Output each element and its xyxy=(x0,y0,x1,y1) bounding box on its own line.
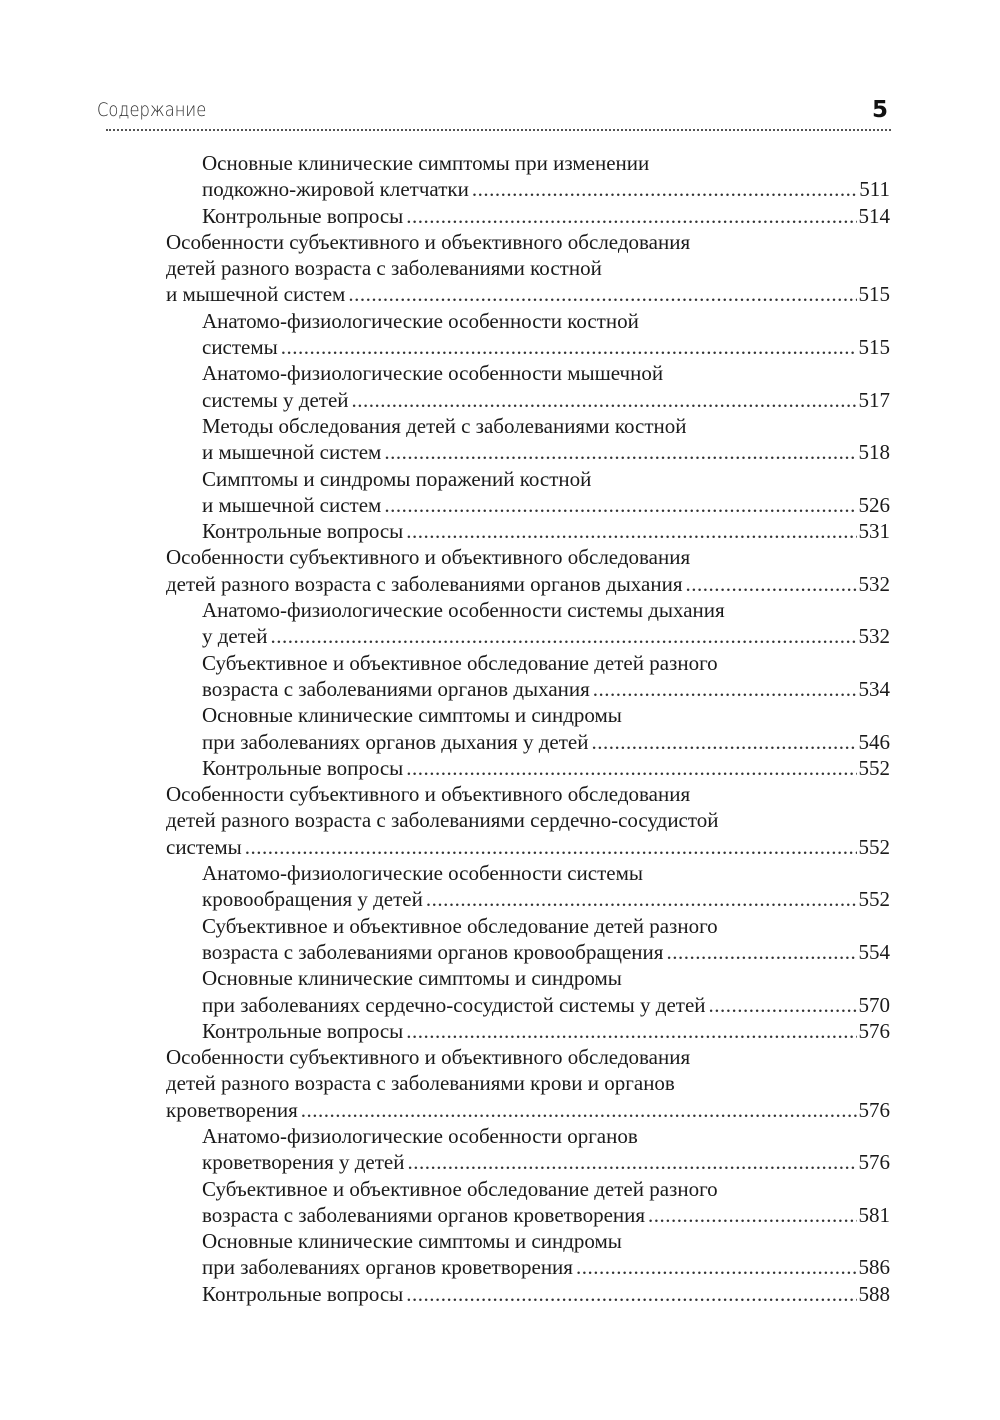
dotted-divider xyxy=(106,129,891,131)
toc-line xyxy=(166,1044,890,1070)
toc-entry-text: Основные клинические симптомы при изменении xyxy=(202,151,650,175)
toc-entry-text: детей разного возраста с заболеваниями органов дыхания xyxy=(166,571,683,596)
toc-line xyxy=(166,229,890,255)
toc-page-number: 552 xyxy=(858,755,890,780)
toc-entry-text: Основные клинические симптомы и синдромы xyxy=(202,966,622,991)
toc-entry-text: при заболеваниях органов кроветворения xyxy=(202,1255,573,1280)
toc-entry-text: и мышечной систем xyxy=(166,282,346,307)
toc-line xyxy=(166,650,890,676)
dot-leader xyxy=(301,1097,857,1123)
toc-line xyxy=(166,492,890,518)
dot-leader xyxy=(685,571,856,597)
toc-page-number: 534 xyxy=(858,676,890,701)
dot-leader xyxy=(593,676,857,702)
toc-entry-text: Основные клинические симптомы и синдромы xyxy=(202,1229,622,1254)
toc-line xyxy=(166,544,890,570)
dot-leader xyxy=(591,729,856,755)
toc-entry-text: Анатомо-физиологические особенности мышечной xyxy=(202,361,664,386)
toc-line xyxy=(166,1123,890,1149)
toc-entry-text: Контрольные вопросы xyxy=(202,519,404,544)
toc-entry-text: Анатомо-физиологические особенности органов xyxy=(202,1123,638,1148)
toc-entry-text: кроветворения у детей xyxy=(202,1150,405,1175)
toc-entry-text: Субъективное и объективное обследование детей разного xyxy=(202,913,718,938)
toc-entry-text: системы xyxy=(202,335,278,360)
toc-line xyxy=(166,1097,890,1123)
dot-leader xyxy=(576,1254,857,1280)
toc-page-number: 518 xyxy=(858,440,890,465)
toc-line xyxy=(166,623,890,649)
toc-line xyxy=(166,150,890,176)
dot-leader xyxy=(271,623,857,649)
toc-entry-text: возраста с заболеваниями органов кроветворения xyxy=(202,1202,646,1227)
toc-entry-text: Контрольные вопросы xyxy=(202,1018,404,1043)
dot-leader xyxy=(407,1149,856,1175)
dot-leader xyxy=(648,1202,856,1228)
toc-page-number: 581 xyxy=(858,1202,890,1227)
toc-entry-text: детей разного возраста с заболеваниями костной xyxy=(166,256,602,281)
toc-line xyxy=(166,281,890,307)
toc-entry-text: возраста с заболеваниями органов дыхания xyxy=(202,676,590,701)
toc-line xyxy=(166,360,890,386)
toc-line xyxy=(166,729,890,755)
toc-page-number: 532 xyxy=(858,571,890,596)
toc-entry-text: Особенности субъективного и объективного обследования xyxy=(166,782,691,807)
running-header xyxy=(97,97,890,127)
toc-page-number: 515 xyxy=(858,335,890,360)
toc-line xyxy=(166,518,890,544)
toc-line xyxy=(166,1281,890,1307)
toc-line xyxy=(166,676,890,702)
toc-line xyxy=(166,1176,890,1202)
toc-line xyxy=(166,913,890,939)
toc-line xyxy=(166,834,890,860)
toc-line xyxy=(166,255,890,281)
dot-leader xyxy=(426,886,857,912)
toc-line xyxy=(166,334,890,360)
toc-entry-text: при заболеваниях сердечно-сосудистой системы у детей xyxy=(202,992,706,1017)
toc-line xyxy=(166,466,890,492)
toc-page-number: 531 xyxy=(858,519,890,544)
toc-entry-text: Контрольные вопросы xyxy=(202,1281,404,1306)
toc-line xyxy=(166,755,890,781)
toc-entry-text: Анатомо-физиологические особенности системы дыхания xyxy=(202,598,725,623)
toc-entry-text: и мышечной систем xyxy=(202,492,382,517)
dot-leader xyxy=(384,439,856,465)
toc-entry-text: Анатомо-физиологические особенности костной xyxy=(202,308,639,333)
toc-entry-text: Особенности субъективного и объективного обследования xyxy=(166,229,691,254)
toc-entry-text: Контрольные вопросы xyxy=(202,755,404,780)
table-of-contents xyxy=(166,150,890,1307)
toc-entry-text: детей разного возраста с заболеваниями сердечно-сосудистой xyxy=(166,808,719,833)
toc-page-number: 570 xyxy=(858,992,890,1017)
toc-line xyxy=(166,597,890,623)
toc-line xyxy=(166,439,890,465)
toc-page-number: 576 xyxy=(858,1018,890,1043)
dot-leader xyxy=(348,281,856,307)
toc-page-number: 546 xyxy=(858,729,890,754)
toc-entry-text: Контрольные вопросы xyxy=(202,203,404,228)
toc-page-number: 552 xyxy=(858,834,890,859)
toc-line xyxy=(166,203,890,229)
toc-line xyxy=(166,702,890,728)
section-title: Содержание xyxy=(97,99,207,121)
toc-entry-text: Методы обследования детей с заболеваниями костной xyxy=(202,413,687,438)
dot-leader xyxy=(406,203,856,229)
toc-line xyxy=(166,965,890,991)
toc-line xyxy=(166,807,890,833)
toc-line xyxy=(166,939,890,965)
dot-leader xyxy=(406,1281,856,1307)
toc-entry-text: Симптомы и синдромы поражений костной xyxy=(202,466,592,491)
toc-entry-text: Особенности субъективного и объективного обследования xyxy=(166,1045,691,1070)
page-number: 5 xyxy=(871,97,888,123)
toc-page-number: 526 xyxy=(858,492,890,517)
toc-line xyxy=(166,860,890,886)
dot-leader xyxy=(406,1018,856,1044)
toc-page-number: 588 xyxy=(858,1281,890,1306)
toc-page-number: 586 xyxy=(858,1255,890,1280)
toc-entry-text: системы xyxy=(166,834,242,859)
toc-line xyxy=(166,992,890,1018)
toc-line xyxy=(166,886,890,912)
toc-entry-text: Анатомо-физиологические особенности системы xyxy=(202,861,643,886)
dot-leader xyxy=(709,992,857,1018)
toc-line xyxy=(166,781,890,807)
toc-entry-text: возраста с заболеваниями органов кровообращения xyxy=(202,939,664,964)
toc-line xyxy=(166,413,890,439)
toc-page-number: 514 xyxy=(858,203,890,228)
toc-entry-text: кроветворения xyxy=(166,1097,298,1122)
toc-line xyxy=(166,1018,890,1044)
dot-leader xyxy=(666,939,856,965)
toc-page-number: 517 xyxy=(858,387,890,412)
toc-entry-text: системы у детей xyxy=(202,387,349,412)
toc-line xyxy=(166,176,890,202)
toc-entry-text: Основные клинические симптомы и синдромы xyxy=(202,703,622,728)
toc-entry-text: и мышечной систем xyxy=(202,440,382,465)
toc-line xyxy=(166,1254,890,1280)
toc-page-number: 515 xyxy=(858,282,890,307)
toc-page-number: 552 xyxy=(858,887,890,912)
dot-leader xyxy=(472,176,857,202)
toc-page-number: 576 xyxy=(858,1150,890,1175)
toc-entry-text: при заболеваниях органов дыхания у детей xyxy=(202,729,589,754)
toc-page-number: 511 xyxy=(859,177,890,202)
toc-entry-text: Особенности субъективного и объективного обследования xyxy=(166,545,691,570)
toc-line xyxy=(166,1149,890,1175)
toc-line xyxy=(166,1202,890,1228)
dot-leader xyxy=(281,334,857,360)
toc-entry-text: подкожно-жировой клетчатки xyxy=(202,177,469,202)
toc-entry-text: детей разного возраста с заболеваниями крови и органов xyxy=(166,1071,675,1096)
toc-line xyxy=(166,571,890,597)
toc-page-number: 532 xyxy=(858,624,890,649)
toc-page-number: 554 xyxy=(858,939,890,964)
toc-page-number: 576 xyxy=(858,1097,890,1122)
toc-line xyxy=(166,1228,890,1254)
toc-entry-text: у детей xyxy=(202,624,268,649)
toc-line xyxy=(166,387,890,413)
dot-leader xyxy=(406,755,856,781)
dot-leader xyxy=(406,518,856,544)
dot-leader xyxy=(245,834,857,860)
dot-leader xyxy=(352,387,857,413)
toc-line xyxy=(166,308,890,334)
toc-entry-text: Субъективное и объективное обследование детей разного xyxy=(202,650,718,675)
toc-line xyxy=(166,1070,890,1096)
toc-entry-text: кровообращения у детей xyxy=(202,887,423,912)
dot-leader xyxy=(384,492,856,518)
toc-entry-text: Субъективное и объективное обследование детей разного xyxy=(202,1176,718,1201)
